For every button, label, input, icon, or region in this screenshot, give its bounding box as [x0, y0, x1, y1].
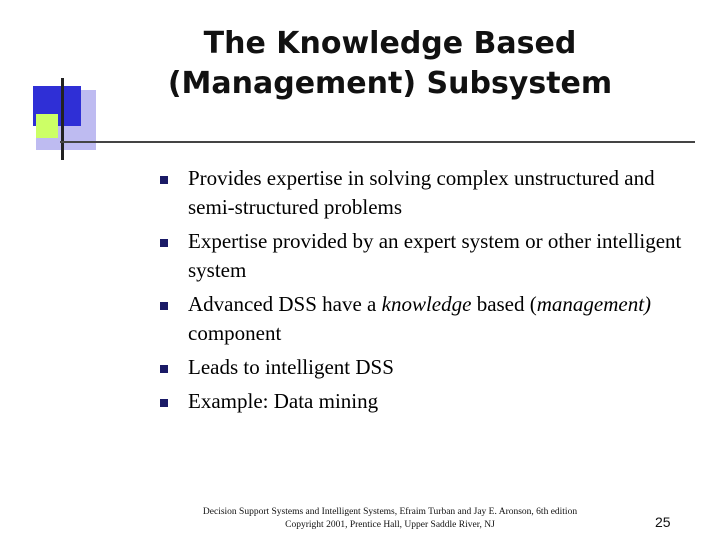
bullet-item [160, 227, 705, 285]
bullet-emphasis-management: management) [536, 292, 652, 316]
slide-title-line-2: (Management) Subsystem [167, 66, 613, 101]
bullet-text: Provides expertise in solving complex unstructured and semi-structured problems [188, 166, 655, 219]
bullet-square-icon [160, 399, 168, 407]
bullet-text-before: Advanced DSS have a [188, 292, 382, 316]
footer-credit-line-1: Decision Support Systems and Intelligent Systems, Efraim Turban and Jay E. Aronson, 6th edition [202, 507, 578, 517]
bullet-text-after: component [188, 321, 282, 345]
bullet-text: Example: Data mining [188, 389, 379, 413]
bullet-square-icon [160, 365, 168, 373]
bullet-item [160, 290, 705, 348]
bullet-square-icon [160, 239, 168, 247]
footer-credit-line-2: Copyright 2001, Prentice Hall, Upper Saddle River, NJ [285, 520, 495, 530]
bullet-text: Leads to intelligent DSS [188, 355, 394, 379]
bullet-square-icon [160, 302, 168, 310]
slide-title-line-1: The Knowledge Based [203, 26, 577, 61]
logo-vertical-line [61, 78, 64, 160]
bullet-item [160, 353, 705, 382]
bullet-emphasis-knowledge: knowledge [381, 292, 472, 316]
slide-page-number: 25 [655, 514, 671, 530]
bullet-text-middle: based ( [471, 292, 537, 316]
bullet-item [160, 387, 705, 416]
bullet-text: Expertise provided by an expert system or other intelligent system [188, 229, 682, 282]
bullet-item [160, 164, 705, 222]
title-divider-line [60, 141, 695, 143]
bullet-list [160, 164, 705, 421]
footer-credit [150, 506, 630, 532]
slide-logo-decoration [0, 0, 110, 170]
slide-title [120, 24, 660, 104]
bullet-square-icon [160, 176, 168, 184]
logo-green-square [36, 114, 58, 138]
